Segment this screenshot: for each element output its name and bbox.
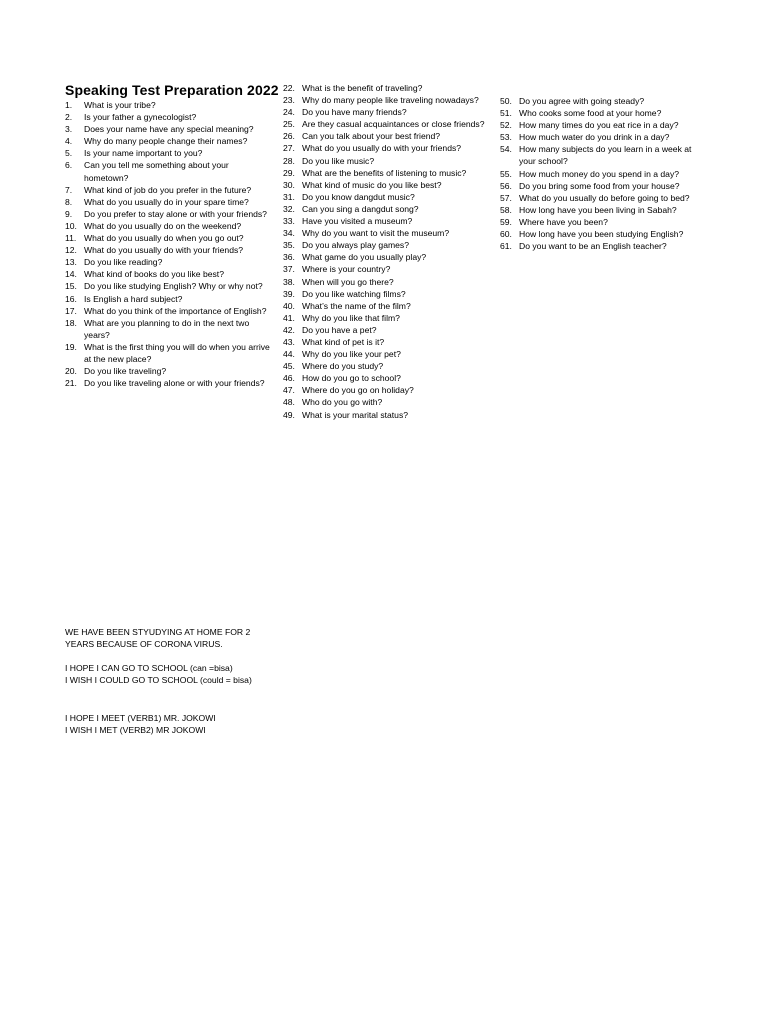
question-number: 31. — [283, 191, 295, 202]
question-text: Do you like traveling? — [84, 366, 167, 377]
question-text: How many times do you eat rice in a day? — [519, 120, 679, 131]
question-number: 47. — [283, 385, 295, 396]
question-number: 59. — [500, 216, 512, 227]
question-text: What do you usually do before going to bed? — [519, 192, 690, 203]
question-item — [65, 280, 270, 292]
question-text: What kind of music do you like best? — [302, 179, 442, 190]
question-number: 44. — [283, 349, 295, 360]
question-item — [65, 196, 270, 208]
question-number: 28. — [283, 155, 295, 166]
question-number: 21. — [65, 378, 77, 389]
question-text: What is your marital status? — [302, 409, 409, 420]
question-text: What are the benefits of listening to music? — [302, 167, 467, 178]
question-item — [283, 215, 488, 227]
question-text: Is your name important to you? — [84, 148, 203, 159]
question-item — [283, 312, 488, 324]
question-number: 35. — [283, 240, 295, 251]
question-number: 4. — [65, 136, 73, 147]
question-number: 54. — [500, 144, 512, 155]
question-text: Is your father a gynecologist? — [84, 112, 197, 123]
question-list-column-1 — [65, 99, 270, 389]
question-item — [283, 142, 488, 154]
page-title: Speaking Test Preparation 2022 — [65, 82, 279, 98]
question-text: Have you visited a museum? — [302, 216, 413, 227]
question-text: Why do many people change their names? — [84, 136, 248, 147]
question-item — [65, 341, 270, 365]
question-text: Is English a hard subject? — [84, 293, 183, 304]
question-number: 16. — [65, 293, 77, 304]
question-item — [283, 336, 488, 348]
question-text: How do you go to school? — [302, 373, 401, 384]
question-item — [65, 256, 270, 268]
question-number: 34. — [283, 228, 295, 239]
question-list-column-3 — [500, 95, 705, 252]
question-item — [500, 240, 705, 252]
question-text: Do you agree with going steady? — [519, 96, 645, 106]
question-number: 61. — [500, 241, 512, 252]
question-item — [283, 82, 488, 94]
question-number: 9. — [65, 208, 73, 219]
question-text: How much water do you drink in a day? — [519, 132, 670, 143]
question-text: Where do you study? — [302, 361, 384, 372]
question-item — [500, 143, 705, 167]
question-number: 22. — [283, 83, 295, 93]
question-number: 15. — [65, 281, 77, 292]
question-item — [65, 99, 270, 111]
question-number: 41. — [283, 312, 295, 323]
question-text: What do you usually do with your friends? — [302, 143, 462, 154]
question-item — [283, 251, 488, 263]
note-hope-meet: I HOPE I MEET (VERB1) MR. JOKOWI I WISH I MET (VERB2) MR JOKOWI — [65, 713, 216, 736]
question-text: Do you have a pet? — [302, 324, 377, 335]
question-item — [283, 396, 488, 408]
question-number: 49. — [283, 409, 295, 420]
question-item — [283, 276, 488, 288]
question-item — [65, 377, 270, 389]
question-number: 13. — [65, 257, 77, 268]
question-text: Do you have many friends? — [302, 107, 407, 118]
question-text: Do you know dangdut music? — [302, 191, 415, 202]
question-text: Do you bring some food from your house? — [519, 180, 680, 191]
question-text: Do you like watching films? — [302, 288, 406, 299]
question-number: 60. — [500, 229, 512, 240]
question-text: What game do you usually play? — [302, 252, 427, 263]
question-item — [65, 123, 270, 135]
question-item — [283, 372, 488, 384]
question-number: 29. — [283, 167, 295, 178]
question-text: Does your name have any special meaning? — [84, 124, 254, 135]
question-number: 43. — [283, 336, 295, 347]
question-item — [65, 244, 270, 256]
question-number: 19. — [65, 341, 77, 352]
question-text: Can you tell me something about your hometown? — [84, 160, 229, 183]
question-number: 26. — [283, 131, 295, 142]
question-item — [500, 228, 705, 240]
question-number: 39. — [283, 288, 295, 299]
question-item — [283, 203, 488, 215]
question-text: How much money do you spend in a day? — [519, 168, 680, 179]
question-number: 7. — [65, 184, 73, 195]
question-item — [283, 409, 488, 421]
question-text: What kind of books do you like best? — [84, 269, 224, 280]
question-text: Do you always play games? — [302, 240, 409, 251]
question-text: Can you talk about your best friend? — [302, 131, 441, 142]
question-number: 25. — [283, 119, 295, 130]
question-number: 37. — [283, 264, 295, 275]
question-item — [283, 130, 488, 142]
question-text: What is your tribe? — [84, 100, 156, 110]
question-number: 36. — [283, 252, 295, 263]
question-number: 18. — [65, 317, 77, 328]
question-number: 3. — [65, 124, 73, 135]
question-text: Where do you go on holiday? — [302, 385, 414, 396]
note-hope-can: I HOPE I CAN GO TO SCHOOL (can =bisa) I WISH I COULD GO TO SCHOOL (could = bisa) — [65, 663, 252, 686]
question-text: What kind of job do you prefer in the future? — [84, 184, 252, 195]
question-item — [500, 204, 705, 216]
question-number: 48. — [283, 397, 295, 408]
question-number: 24. — [283, 107, 295, 118]
question-text: Do you like studying English? Why or why not? — [84, 281, 263, 292]
question-item — [500, 107, 705, 119]
question-item — [283, 94, 488, 106]
question-text: What is the first thing you will do when you arrive at the new place? — [84, 341, 270, 364]
question-number: 6. — [65, 160, 73, 171]
question-text: What do you usually do with your friends? — [84, 245, 244, 256]
question-number: 1. — [65, 100, 73, 110]
question-number: 17. — [65, 305, 77, 316]
question-item — [283, 191, 488, 203]
question-item — [65, 159, 270, 183]
question-text: Why do you like that film? — [302, 312, 400, 323]
question-item — [283, 384, 488, 396]
question-item — [283, 118, 488, 130]
question-item — [283, 239, 488, 251]
question-number: 12. — [65, 245, 77, 256]
question-text: Why do you like your pet? — [302, 349, 401, 360]
question-number: 32. — [283, 203, 295, 214]
question-item — [283, 155, 488, 167]
question-text: Are they casual acquaintances or close friends? — [302, 119, 485, 130]
question-text: Do you like reading? — [84, 257, 163, 268]
question-item — [65, 111, 270, 123]
question-item — [65, 317, 270, 341]
question-item — [500, 180, 705, 192]
question-number: 51. — [500, 108, 512, 119]
question-item — [65, 268, 270, 280]
question-text: How long have you been living in Sabah? — [519, 204, 677, 215]
question-number: 55. — [500, 168, 512, 179]
question-number: 27. — [283, 143, 295, 154]
question-number: 23. — [283, 95, 295, 106]
question-text: What’s the name of the film? — [302, 300, 411, 311]
question-number: 20. — [65, 366, 77, 377]
question-list-column-2 — [283, 82, 488, 421]
question-item — [500, 192, 705, 204]
question-item — [500, 119, 705, 131]
question-item — [65, 208, 270, 220]
question-item — [283, 227, 488, 239]
question-item — [283, 324, 488, 336]
question-text: Do you want to be an English teacher? — [519, 241, 667, 252]
question-text: What do you usually do on the weekend? — [84, 220, 242, 231]
question-item — [65, 184, 270, 196]
question-number: 2. — [65, 112, 73, 123]
question-text: How long have you been studying English? — [519, 229, 684, 240]
question-item — [65, 365, 270, 377]
question-number: 50. — [500, 96, 512, 106]
question-item — [65, 232, 270, 244]
question-item — [65, 293, 270, 305]
question-text: Do you prefer to stay alone or with your friends? — [84, 208, 267, 219]
question-item — [65, 305, 270, 317]
question-number: 52. — [500, 120, 512, 131]
question-text: How many subjects do you learn in a week at your school? — [519, 144, 692, 167]
question-text: Where is your country? — [302, 264, 391, 275]
question-text: Why do many people like traveling nowadays? — [302, 95, 479, 106]
question-number: 10. — [65, 220, 77, 231]
question-number: 38. — [283, 276, 295, 287]
question-text: What are you planning to do in the next two years? — [84, 317, 250, 340]
question-number: 56. — [500, 180, 512, 191]
question-item — [500, 131, 705, 143]
question-text: Who cooks some food at your home? — [519, 108, 662, 119]
question-item — [283, 106, 488, 118]
question-number: 42. — [283, 324, 295, 335]
question-number: 14. — [65, 269, 77, 280]
question-text: What is the benefit of traveling? — [302, 83, 423, 93]
question-item — [283, 288, 488, 300]
question-item — [283, 300, 488, 312]
question-text: Who do you go with? — [302, 397, 383, 408]
question-item — [283, 167, 488, 179]
question-text: What kind of pet is it? — [302, 336, 385, 347]
question-number: 46. — [283, 373, 295, 384]
question-text: Why do you want to visit the museum? — [302, 228, 450, 239]
question-item — [283, 263, 488, 275]
question-number: 40. — [283, 300, 295, 311]
question-text: When will you go there? — [302, 276, 394, 287]
question-text: What do you usually do in your spare time? — [84, 196, 249, 207]
question-text: What do you usually do when you go out? — [84, 233, 244, 244]
question-text: Where have you been? — [519, 216, 608, 227]
question-item — [500, 216, 705, 228]
question-item — [65, 135, 270, 147]
question-number: 57. — [500, 192, 512, 203]
question-number: 53. — [500, 132, 512, 143]
question-number: 45. — [283, 361, 295, 372]
question-number: 33. — [283, 216, 295, 227]
question-item — [65, 147, 270, 159]
question-number: 5. — [65, 148, 73, 159]
question-text: Do you like traveling alone or with your friends? — [84, 378, 265, 389]
question-number: 58. — [500, 204, 512, 215]
question-text: What do you think of the importance of English? — [84, 305, 267, 316]
question-item — [283, 348, 488, 360]
question-item — [500, 168, 705, 180]
question-item — [283, 179, 488, 191]
question-item — [65, 220, 270, 232]
question-item — [500, 95, 705, 107]
question-number: 8. — [65, 196, 73, 207]
question-text: Can you sing a dangdut song? — [302, 203, 419, 214]
question-number: 11. — [65, 233, 77, 244]
question-number: 30. — [283, 179, 295, 190]
note-studying-at-home: WE HAVE BEEN STYUDYING AT HOME FOR 2 YEARS BECAUSE OF CORONA VIRUS. — [65, 627, 251, 650]
question-text: Do you like music? — [302, 155, 375, 166]
question-item — [283, 360, 488, 372]
